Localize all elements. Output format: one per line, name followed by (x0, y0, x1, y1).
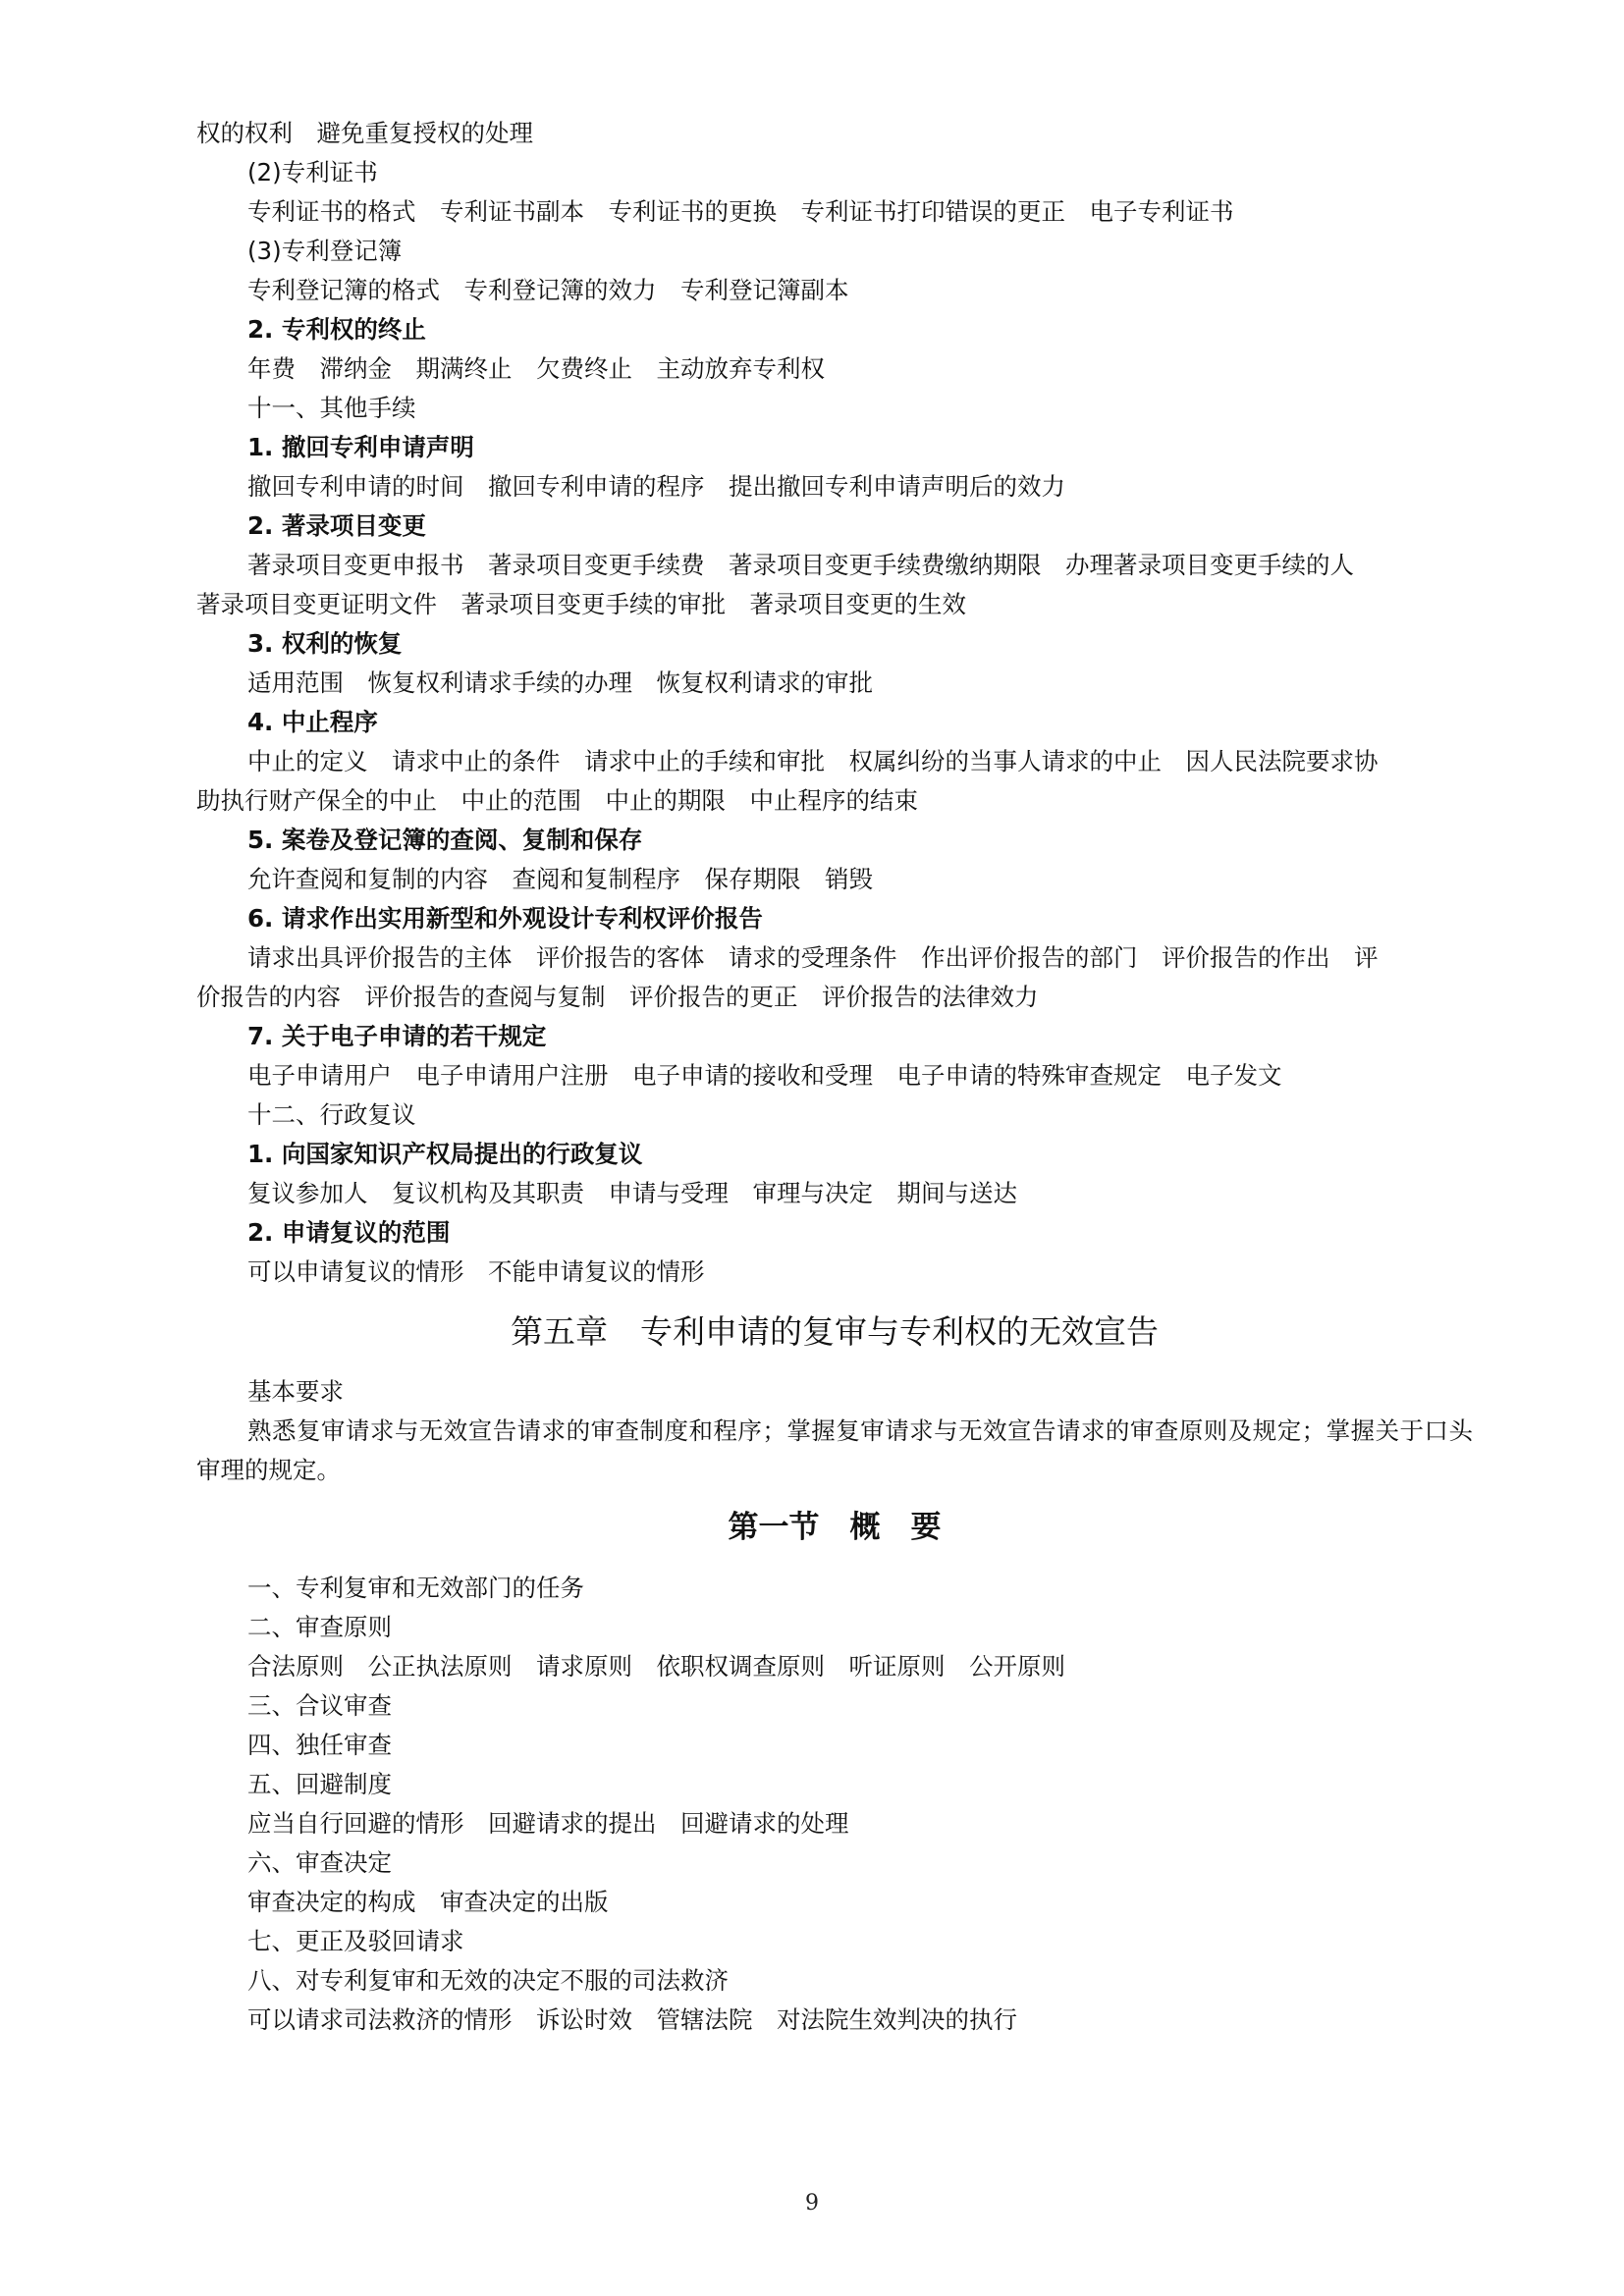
outline-line: 专利证书的格式 专利证书副本 专利证书的更换 专利证书打印错误的更正 电子专利证书 (247, 197, 1234, 226)
outline-line: 五、回避制度 (247, 1770, 392, 1798)
outline-heading: 2. 专利权的终止 (247, 315, 426, 344)
outline-heading: 1. 撤回专利申请声明 (247, 433, 474, 461)
outline-line: 中止的定义 请求中止的条件 请求中止的手续和审批 权属纠纷的当事人请求的中止 因人民法院要求协 (247, 747, 1379, 775)
outline-line: 著录项目变更证明文件 著录项目变更手续的审批 著录项目变更的生效 (196, 590, 966, 618)
outline-heading: 2. 著录项目变更 (247, 511, 426, 540)
outline-line: 撤回专利申请的时间 撤回专利申请的程序 提出撤回专利申请声明后的效力 (247, 472, 1065, 501)
outline-line: 审查决定的构成 审查决定的出版 (247, 1888, 609, 1916)
outline-line: 电子申请用户 电子申请用户注册 电子申请的接收和受理 电子申请的特殊审查规定 电子发文 (247, 1061, 1282, 1090)
outline-line: 复议参加人 复议机构及其职责 申请与受理 审理与决定 期间与送达 (247, 1179, 1017, 1207)
outline-line: 七、更正及驳回请求 (247, 1927, 464, 1955)
outline-line: 十一、其他手续 (247, 394, 416, 422)
outline-line: 六、审查决定 (247, 1848, 392, 1877)
outline-heading: 2. 申请复议的范围 (247, 1218, 451, 1247)
basic-requirements-text: 熟悉复审请求与无效宣告请求的审查制度和程序；掌握复审请求与无效宣告请求的审查原则及规定；掌握关于口头审理的规定。 (196, 1416, 1473, 1484)
outline-line: 专利登记簿的格式 专利登记簿的效力 专利登记簿副本 (247, 276, 849, 304)
outline-heading: 5. 案卷及登记簿的查阅、复制和保存 (247, 826, 643, 854)
outline-line: (2)专利证书 (247, 158, 378, 187)
outline-line: 四、独任审查 (247, 1731, 392, 1759)
outline-line: 十二、行政复议 (247, 1100, 416, 1129)
section-title: 第一节 概 要 (728, 1510, 942, 1545)
outline-line: 八、对专利复审和无效的决定不服的司法救济 (247, 1966, 729, 1995)
outline-line: 适用范围 恢复权利请求手续的办理 恢复权利请求的审批 (247, 668, 873, 697)
outline-line: 请求出具评价报告的主体 评价报告的客体 请求的受理条件 作出评价报告的部门 评价报告的作出 评 (247, 943, 1379, 972)
outline-line: 著录项目变更申报书 著录项目变更手续费 著录项目变更手续费缴纳期限 办理著录项目变更手续的人 (247, 551, 1354, 579)
outline-line: 三、合议审查 (247, 1691, 392, 1720)
outline-heading: 3. 权利的恢复 (247, 629, 403, 658)
outline-line: 助执行财产保全的中止 中止的范围 中止的期限 中止程序的结束 (196, 786, 918, 815)
document-page (196, 114, 1473, 2040)
outline-line: 二、审查原则 (247, 1613, 392, 1641)
outline-heading: 1. 向国家知识产权局提出的行政复议 (247, 1140, 643, 1168)
outline-heading: 4. 中止程序 (247, 708, 378, 736)
outline-heading: 7. 关于电子申请的若干规定 (247, 1022, 547, 1050)
outline-line: 权的权利 避免重复授权的处理 (196, 119, 533, 147)
outline-line: 允许查阅和复制的内容 查阅和复制程序 保存期限 销毁 (247, 865, 873, 893)
outline-line: 应当自行回避的情形 回避请求的提出 回避请求的处理 (247, 1809, 849, 1838)
outline-line: 合法原则 公正执法原则 请求原则 依职权调查原则 听证原则 公开原则 (247, 1652, 1065, 1681)
chapter-title: 第五章 专利申请的复审与专利权的无效宣告 (511, 1312, 1159, 1351)
basic-requirements-label: 基本要求 (247, 1377, 344, 1406)
outline-line: 可以申请复议的情形 不能申请复议的情形 (247, 1257, 705, 1286)
outline-heading: 6. 请求作出实用新型和外观设计专利权评价报告 (247, 904, 763, 933)
outline-line: (3)专利登记簿 (247, 237, 403, 265)
page-number: 9 (805, 2191, 819, 2216)
outline-line: 价报告的内容 评价报告的查阅与复制 评价报告的更正 评价报告的法律效力 (196, 983, 1039, 1011)
outline-line: 年费 滞纳金 期满终止 欠费终止 主动放弃专利权 (247, 354, 825, 383)
outline-line: 一、专利复审和无效部门的任务 (247, 1574, 584, 1602)
outline-line: 可以请求司法救济的情形 诉讼时效 管辖法院 对法院生效判决的执行 (247, 2005, 1017, 2034)
outline-top-block (196, 114, 1473, 1292)
outline-bottom-block (196, 1569, 1473, 2040)
